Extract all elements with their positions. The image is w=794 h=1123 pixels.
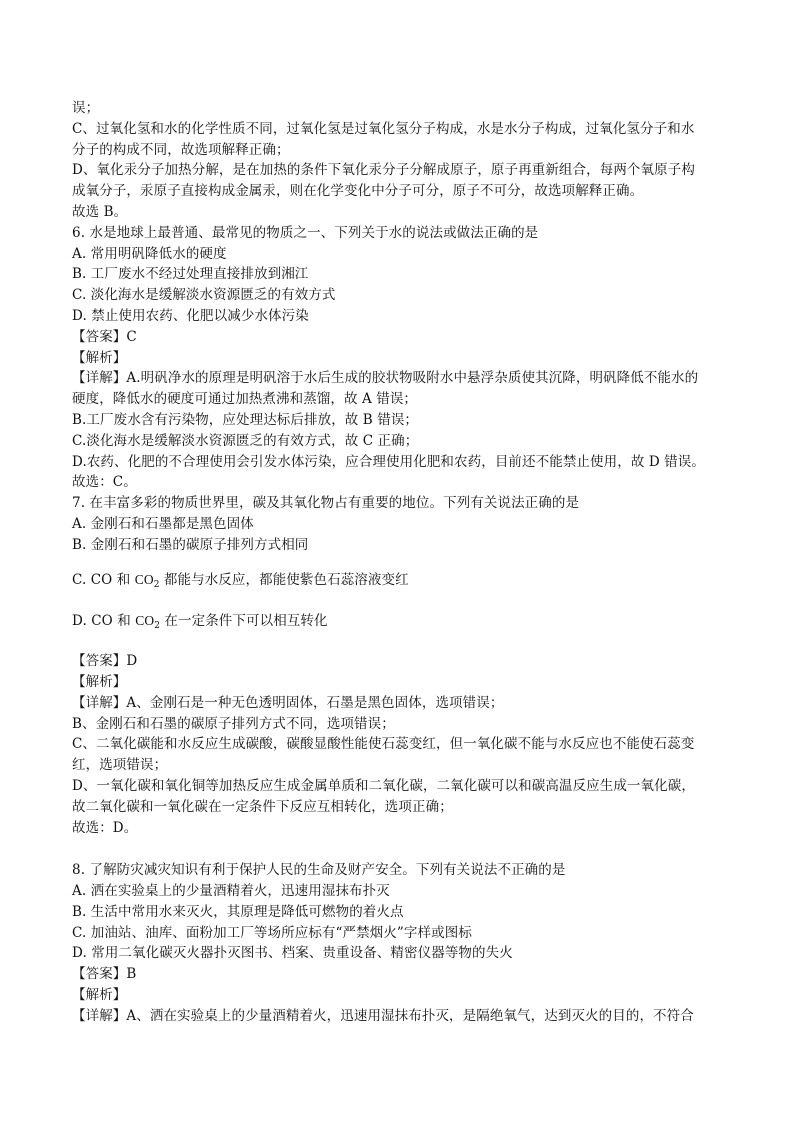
text-line: C、过氧化氢和水的化学性质不同，过氧化氢是过氧化氢分子构成，水是水分子构成，过氧化氢分子和水	[72, 120, 695, 137]
question-6-stem: 6. 水是地球上最普通、最常见的物质之一、下列关于水的说法或做法正确的是	[72, 224, 539, 241]
text-line: 故选：C。	[72, 474, 137, 491]
q8-option-c: C. 加油站、油库、面粉加工厂等场所应标有“严禁烟火”字样或图标	[72, 924, 472, 941]
q8-answer: 【答案】B	[72, 966, 137, 983]
text-line: 误；	[72, 100, 100, 116]
q6-answer: 【答案】C	[72, 328, 137, 345]
question-7-stem: 7. 在丰富多彩的物质世界里，碳及其氧化物占有重要的地位。下列有关说法正确的是	[72, 495, 580, 512]
text-line: D、氧化汞分子加热分解，是在加热的条件下氧化汞分子分解成原子，原子再重新组合，每两个氧原子构	[72, 162, 695, 179]
text-line: D.农药、化肥的不合理使用会引发水体污染，应合理使用化肥和农药，目前还不能禁止使用，故 D 错误。	[72, 453, 705, 470]
q6-option-d: D. 禁止使用农药、化肥以减少水体污染	[72, 307, 309, 324]
text-line: 【详解】A、金刚石是一种无色透明固体，石墨是黑色固体，选项错误；	[72, 694, 504, 711]
option-text: 都能与水反应，都能使紫色石蕊溶液变红	[159, 571, 409, 588]
text-line: 故选：D。	[72, 819, 138, 836]
text-block-a	[72, 98, 722, 556]
text-line: C.淡化海水是缓解淡水资源匮乏的有效方式，故 C 正确；	[72, 432, 419, 449]
q8-option-a: A. 洒在实验桌上的少量酒精着火，迅速用湿抹布扑灭	[72, 883, 390, 900]
q7-option-d	[72, 611, 722, 637]
q8-option-b: B. 生活中常用水来灭火，其原理是降低可燃物的着火点	[72, 903, 404, 920]
option-prefix: C. CO 和	[72, 571, 135, 588]
document-page	[72, 98, 722, 1027]
q6-option-a: A. 常用明矾降低水的硬度	[72, 245, 227, 262]
q7-answer: 【答案】D	[72, 653, 138, 670]
chemical-formula: CO	[134, 571, 154, 587]
text-line: 硬度，降低水的硬度可通过加热煮沸和蒸馏，故 A 错误；	[72, 391, 418, 408]
text-line: 红，选项错误；	[72, 757, 168, 774]
text-block-c	[72, 860, 722, 1026]
option-prefix: D. CO 和	[72, 613, 136, 630]
text-line: B、金刚石和石墨的碳原子排列方式不同，选项错误；	[72, 715, 395, 732]
option-text: 在一定条件下可以相互转化	[160, 613, 328, 630]
question-8-stem: 8. 了解防灾减灾知识有利于保护人民的生命及财产安全。下列有关说法不正确的是	[72, 862, 566, 879]
q7-option-c	[72, 570, 722, 596]
text-line: D、一氧化碳和氧化铜等加热反应生成金属单质和二氧化碳，二氧化碳可以和碳高温反应生成一氧化碳，	[72, 777, 695, 794]
q8-analysis-heading: 【解析】	[72, 987, 127, 1004]
q7-option-b: B. 金刚石和石墨的碳原子排列方式相同	[72, 536, 309, 553]
text-line: 成氧分子，汞原子直接构成金属汞，则在化学变化中分子可分，原子不可分，故选项解释正确。	[72, 183, 644, 200]
text-block-b	[72, 651, 722, 838]
formula-subscript: 2	[153, 579, 160, 590]
chemical-formula: CO	[135, 613, 155, 629]
q8-option-d: D. 常用二氧化碳灭火器扑灭图书、档案、贵重设备、精密仪器等物的失火	[72, 945, 513, 962]
text-line: 【详解】A.明矾净水的原理是明矾溶于水后生成的胶状物吸附水中悬浮杂质使其沉降，明矾降低不能水的	[72, 370, 699, 387]
text-line: 分子的构成不同，故选项解释正确；	[72, 141, 290, 158]
q6-option-c: C. 淡化海水是缓解淡水资源匮乏的有效方式	[72, 287, 336, 304]
q6-option-b: B. 工厂废水不经过处理直接排放到湘江	[72, 266, 309, 283]
text-line: 故选 B。	[72, 203, 128, 220]
formula-subscript: 2	[154, 621, 161, 632]
q7-analysis-heading: 【解析】	[72, 673, 127, 690]
q6-analysis-heading: 【解析】	[72, 349, 127, 366]
text-line: 故二氧化碳和一氧化碳在一定条件下反应互相转化，选项正确；	[72, 798, 453, 815]
text-line: B.工厂废水含有污染物，应处理达标后排放，故 B 错误；	[72, 411, 419, 428]
text-line: 【详解】A、洒在实验桌上的少量酒精着火，迅速用湿抹布扑灭，是隔绝氧气，达到灭火的目的，不符合	[72, 1007, 694, 1024]
q7-option-a: A. 金刚石和石墨都是黑色固体	[72, 515, 254, 532]
text-line: C、二氧化碳能和水反应生成碳酸，碳酸显酸性能使石蕊变红，但一氧化碳不能与水反应也不能使石蕊变	[72, 736, 695, 753]
